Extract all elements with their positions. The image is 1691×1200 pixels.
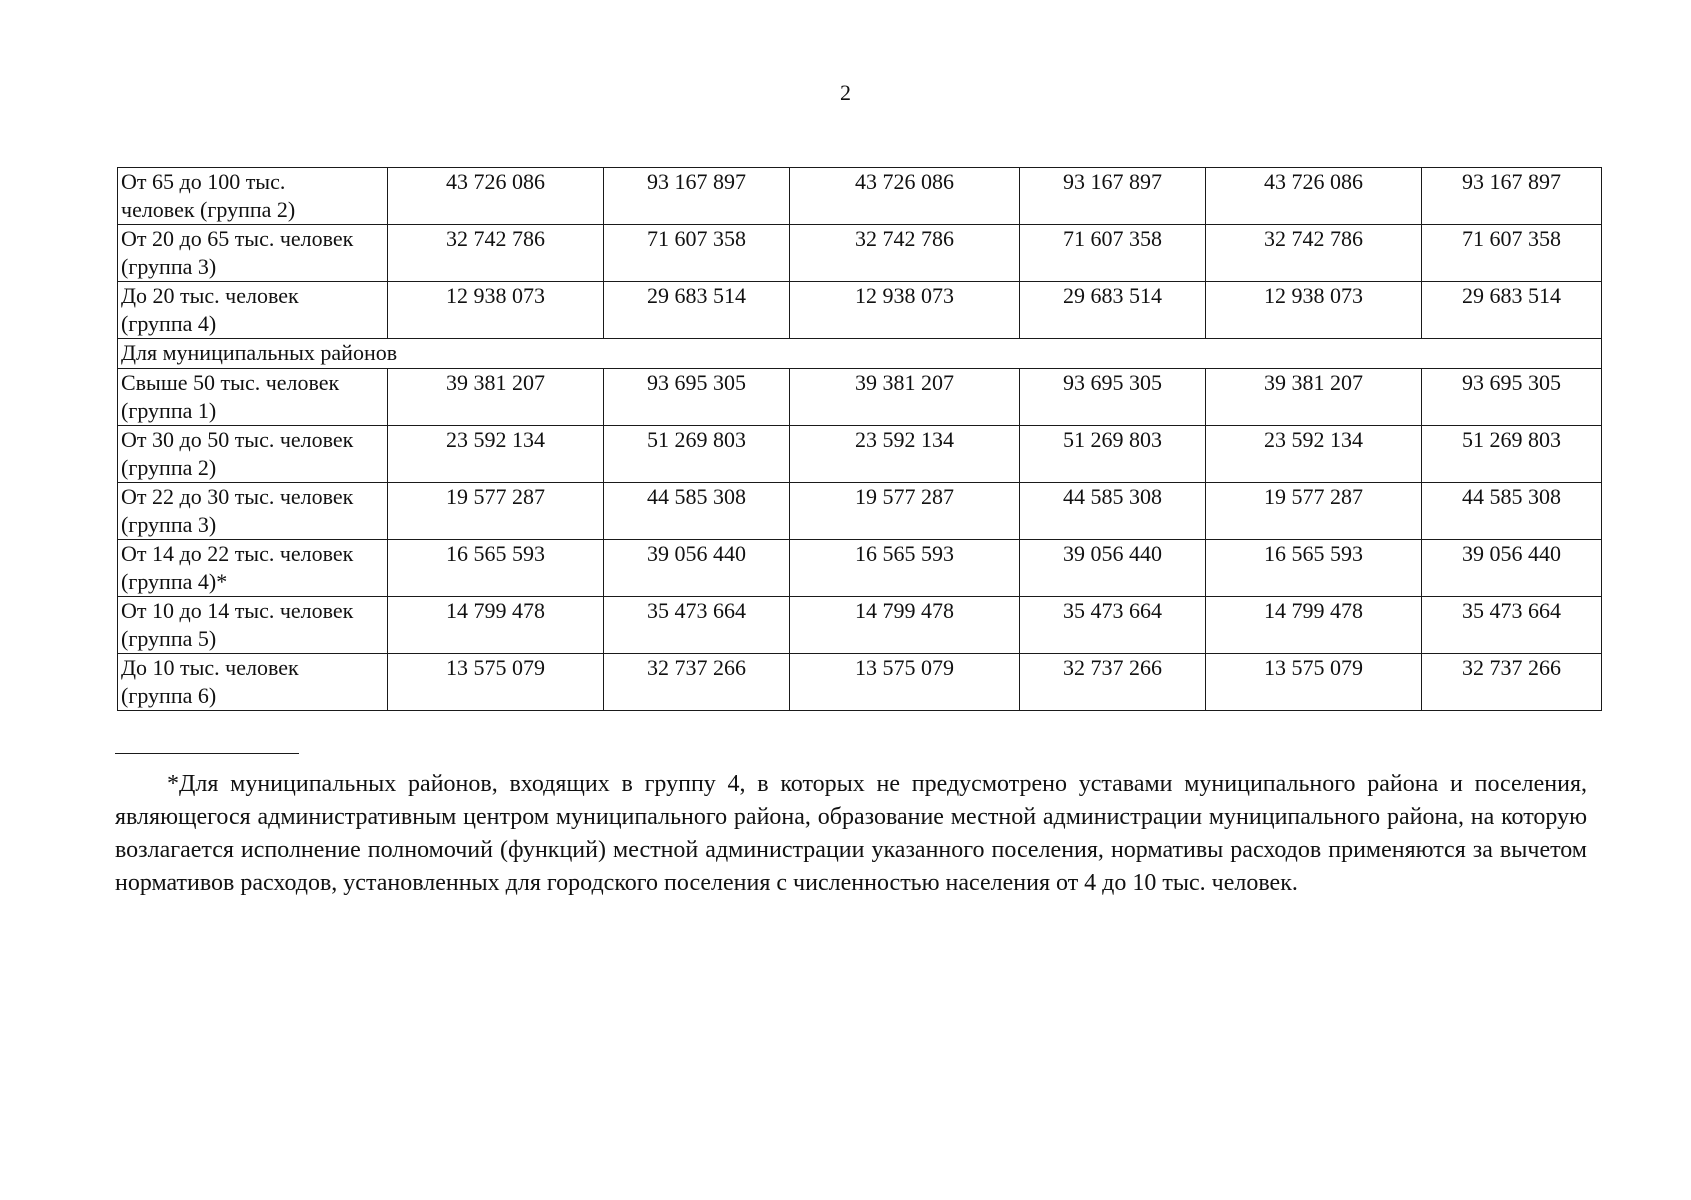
value-cell: 16 565 593 <box>1206 540 1422 597</box>
value-cell: 32 742 786 <box>790 225 1020 282</box>
value-cell: 14 799 478 <box>790 597 1020 654</box>
row-label-line: (группа 4) <box>121 311 217 336</box>
row-label-cell <box>118 654 388 711</box>
value-cell: 14 799 478 <box>1206 597 1422 654</box>
page-number: 2 <box>840 80 851 105</box>
row-label-line: (группа 4)* <box>121 569 228 594</box>
value-cell: 35 473 664 <box>604 597 790 654</box>
value-cell: 35 473 664 <box>1422 597 1602 654</box>
footnote-text: *Для муниципальных районов, входящих в группу 4, в которых не предусмотрено уставами муниципального района и поселения, являющегося административным центром муниципального района, образование местной администрации муниципального района, на которую возлагается исполнение полномочий (функций) местной администрации указанного поселения, нормативы расходов применяются за вычетом нормативов расходов, установленных для городского поселения с численностью населения от 4 до 10 тыс. человек. <box>115 771 1587 896</box>
value-cell: 39 056 440 <box>1020 540 1206 597</box>
value-cell: 13 575 079 <box>388 654 604 711</box>
value-cell: 43 726 086 <box>790 168 1020 225</box>
table-row <box>118 540 1602 597</box>
row-label-line: От 30 до 50 тыс. человек <box>121 427 354 452</box>
table-row <box>118 654 1602 711</box>
value-cell: 39 381 207 <box>388 369 604 426</box>
table-row <box>118 597 1602 654</box>
table-row <box>118 483 1602 540</box>
value-cell: 12 938 073 <box>1206 282 1422 339</box>
table-row <box>118 282 1602 339</box>
row-label-cell <box>118 426 388 483</box>
value-cell: 23 592 134 <box>790 426 1020 483</box>
row-label-cell <box>118 597 388 654</box>
value-cell: 16 565 593 <box>388 540 604 597</box>
row-label-cell <box>118 225 388 282</box>
value-cell: 32 737 266 <box>1020 654 1206 711</box>
table-body <box>118 168 1602 711</box>
value-cell: 23 592 134 <box>1206 426 1422 483</box>
value-cell: 51 269 803 <box>1422 426 1602 483</box>
value-cell: 19 577 287 <box>1206 483 1422 540</box>
value-cell: 44 585 308 <box>604 483 790 540</box>
row-label-cell <box>118 282 388 339</box>
footnote-separator <box>115 753 299 754</box>
value-cell: 93 695 305 <box>1020 369 1206 426</box>
row-label-line: (группа 1) <box>121 398 217 423</box>
value-cell: 29 683 514 <box>604 282 790 339</box>
value-cell: 93 167 897 <box>1020 168 1206 225</box>
value-cell: 51 269 803 <box>1020 426 1206 483</box>
row-label-line: Свыше 50 тыс. человек <box>121 370 340 395</box>
row-label-cell <box>118 540 388 597</box>
table-row <box>118 168 1602 225</box>
value-cell: 29 683 514 <box>1422 282 1602 339</box>
value-cell: 39 381 207 <box>1206 369 1422 426</box>
row-label-cell <box>118 483 388 540</box>
value-cell: 71 607 358 <box>1422 225 1602 282</box>
section-header-label: Для муниципальных районов <box>118 339 1602 369</box>
value-cell: 39 056 440 <box>604 540 790 597</box>
value-cell: 93 167 897 <box>1422 168 1602 225</box>
value-cell: 29 683 514 <box>1020 282 1206 339</box>
value-cell: 12 938 073 <box>388 282 604 339</box>
value-cell: 71 607 358 <box>604 225 790 282</box>
table-row <box>118 369 1602 426</box>
row-label-line: От 20 до 65 тыс. человек <box>121 226 354 251</box>
row-label-line: (группа 6) <box>121 683 217 708</box>
value-cell: 13 575 079 <box>790 654 1020 711</box>
value-cell: 32 737 266 <box>1422 654 1602 711</box>
section-header-row <box>118 339 1602 369</box>
row-label-line: (группа 3) <box>121 254 217 279</box>
expense-norms-table <box>117 167 1602 711</box>
value-cell: 13 575 079 <box>1206 654 1422 711</box>
table-row <box>118 426 1602 483</box>
value-cell: 43 726 086 <box>388 168 604 225</box>
row-label-cell <box>118 168 388 225</box>
row-label-line: (группа 2) <box>121 455 217 480</box>
value-cell: 19 577 287 <box>388 483 604 540</box>
row-label-line: До 10 тыс. человек <box>121 655 299 680</box>
row-label-line: От 65 до 100 тыс. <box>121 169 286 194</box>
value-cell: 23 592 134 <box>388 426 604 483</box>
value-cell: 71 607 358 <box>1020 225 1206 282</box>
value-cell: 93 167 897 <box>604 168 790 225</box>
row-label-line: До 20 тыс. человек <box>121 283 299 308</box>
value-cell: 93 695 305 <box>604 369 790 426</box>
row-label-line: От 14 до 22 тыс. человек <box>121 541 354 566</box>
row-label-line: человек (группа 2) <box>121 197 296 222</box>
value-cell: 14 799 478 <box>388 597 604 654</box>
row-label-cell <box>118 369 388 426</box>
value-cell: 19 577 287 <box>790 483 1020 540</box>
value-cell: 93 695 305 <box>1422 369 1602 426</box>
value-cell: 16 565 593 <box>790 540 1020 597</box>
row-label-line: От 22 до 30 тыс. человек <box>121 484 354 509</box>
table-row <box>118 225 1602 282</box>
row-label-line: (группа 5) <box>121 626 217 651</box>
value-cell: 35 473 664 <box>1020 597 1206 654</box>
row-label-line: От 10 до 14 тыс. человек <box>121 598 354 623</box>
value-cell: 39 056 440 <box>1422 540 1602 597</box>
value-cell: 32 742 786 <box>1206 225 1422 282</box>
value-cell: 51 269 803 <box>604 426 790 483</box>
value-cell: 39 381 207 <box>790 369 1020 426</box>
value-cell: 43 726 086 <box>1206 168 1422 225</box>
value-cell: 32 737 266 <box>604 654 790 711</box>
value-cell: 44 585 308 <box>1020 483 1206 540</box>
row-label-line: (группа 3) <box>121 512 217 537</box>
value-cell: 12 938 073 <box>790 282 1020 339</box>
value-cell: 32 742 786 <box>388 225 604 282</box>
value-cell: 44 585 308 <box>1422 483 1602 540</box>
